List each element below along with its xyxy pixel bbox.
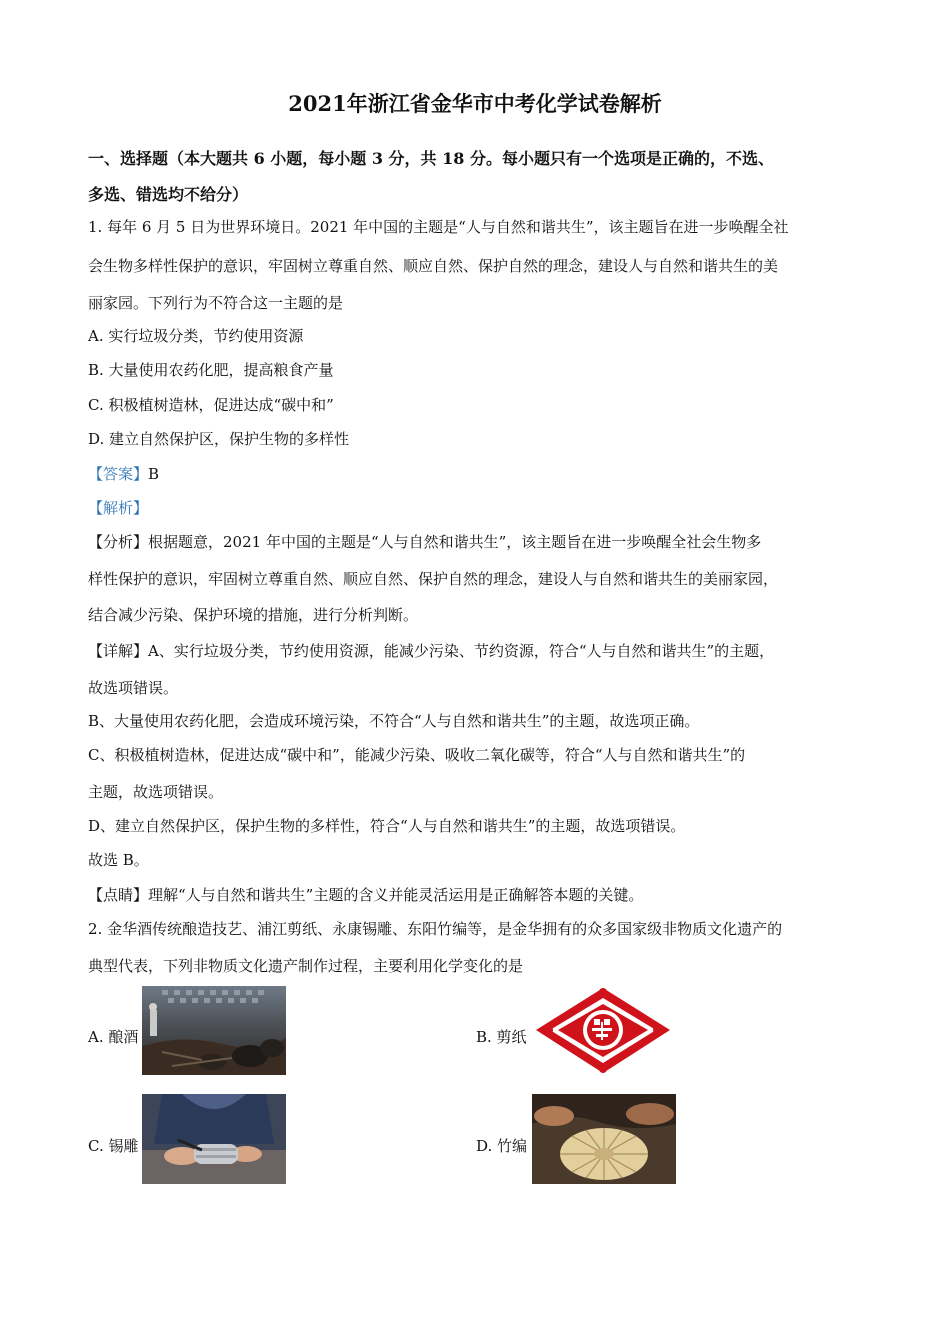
q1-option-c: C. 积极植树造林，促进达成“碳中和” bbox=[88, 396, 334, 414]
q2-option-c-label: C. 锡雕 bbox=[88, 1137, 139, 1155]
q2-stem-line: 典型代表，下列非物质文化遗产制作过程，主要利用化学变化的是 bbox=[88, 957, 524, 975]
analysis-line: 【分析】根据题意，2021 年中国的主题是“人与自然和谐共生”，该主题旨在进一步唤醒全社会生物多 bbox=[88, 533, 762, 551]
analysis-line: 【点睛】理解“人与自然和谐共生”主题的含义并能灵活运用是正确解答本题的关键。 bbox=[88, 886, 644, 904]
q2-option-b-label: B. 剪纸 bbox=[476, 1028, 527, 1046]
q1-stem-line: 会生物多样性保护的意识，牢固树立尊重自然、顺应自然、保护自然的理念，建设人与自然和谐共生的美 bbox=[88, 257, 779, 275]
q1-option-d: D. 建立自然保护区，保护生物的多样性 bbox=[88, 430, 350, 448]
q1-option-b: B. 大量使用农药化肥，提高粮食产量 bbox=[88, 361, 334, 379]
analysis-line: D、建立自然保护区，保护生物的多样性，符合“人与自然和谐共生”的主题，故选项错误。 bbox=[88, 817, 686, 835]
q2-option-d-label: D. 竹编 bbox=[476, 1137, 528, 1155]
analysis-tag: 【解析】 bbox=[88, 499, 149, 517]
analysis-line: 故选项错误。 bbox=[88, 679, 179, 697]
analysis-line: 主题，故选项错误。 bbox=[88, 783, 224, 801]
analysis-line: 【详解】A、实行垃圾分类，节约使用资源，能减少污染、节约资源，符合“人与自然和谐共生”的主题， bbox=[88, 642, 775, 660]
papercut-image bbox=[532, 986, 674, 1075]
answer-value: B bbox=[148, 465, 160, 483]
tin-carving-photo bbox=[142, 1094, 286, 1184]
analysis-line: 故选 B。 bbox=[88, 851, 149, 869]
q2-option-a-label: A. 酿酒 bbox=[88, 1028, 139, 1046]
answer-line bbox=[88, 463, 159, 484]
page-title: 2021年浙江省金华市中考化学试卷解析 bbox=[288, 91, 662, 116]
section-heading-line2: 多选、错选均不给分） bbox=[88, 185, 249, 204]
analysis-line: 结合减少污染、保护环境的措施，进行分析判断。 bbox=[88, 606, 419, 624]
q1-stem-line: 丽家园。下列行为不符合这一主题的是 bbox=[88, 294, 344, 312]
section-heading-line1: 一、选择题（本大题共 6 小题，每小题 3 分，共 18 分。每小题只有一个选项是正确的，不选、 bbox=[88, 149, 774, 168]
answer-tag: 【答案】 bbox=[88, 465, 149, 483]
analysis-line: B、大量使用农药化肥，会造成环境污染，不符合“人与自然和谐共生”的主题，故选项正确。 bbox=[88, 712, 700, 730]
q2-stem-line: 2. 金华酒传统酿造技艺、浦江剪纸、永康锡雕、东阳竹编等，是金华拥有的众多国家级非物质文化遗产的 bbox=[88, 920, 783, 938]
q1-stem-line: 1. 每年 6 月 5 日为世界环境日。2021 年中国的主题是“人与自然和谐共生”，该主题旨在进一步唤醒全社 bbox=[88, 218, 789, 236]
analysis-line: C、积极植树造林，促进达成“碳中和”，能减少污染、吸收二氧化碳等，符合“人与自然和谐共生”的 bbox=[88, 746, 746, 764]
analysis-line: 样性保护的意识，牢固树立尊重自然、顺应自然、保护自然的理念，建设人与自然和谐共生的美丽家园， bbox=[88, 570, 779, 588]
q1-option-a: A. 实行垃圾分类，节约使用资源 bbox=[88, 327, 304, 345]
brewing-photo bbox=[142, 986, 286, 1075]
bamboo-weaving-photo bbox=[532, 1094, 676, 1184]
